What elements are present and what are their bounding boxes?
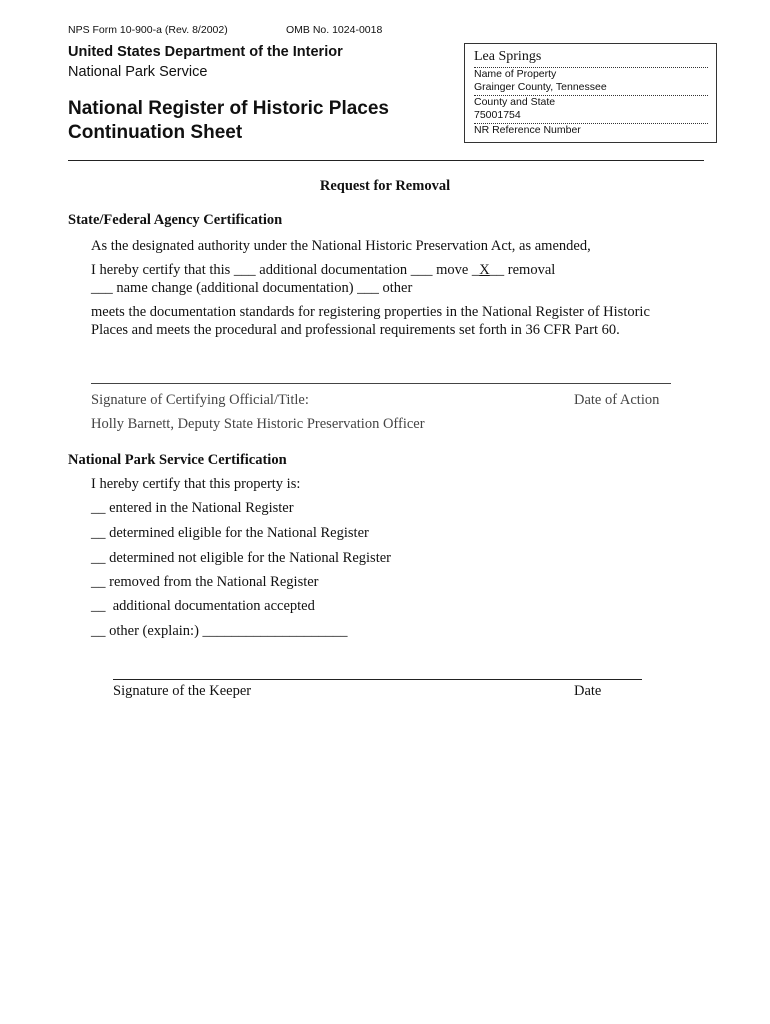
nps-certify-intro: I hereby certify that this property is: (91, 476, 301, 492)
certify-options-line2: ___ name change (additional documentation) ___ other (91, 280, 413, 296)
keeper-signature-label: Signature of the Keeper (113, 683, 252, 699)
property-name-label: Name of Property (474, 68, 557, 80)
header-divider (68, 160, 704, 161)
option-not-eligible (91, 550, 391, 567)
option-label: determined eligible for the National Register (109, 525, 369, 541)
option-label: determined not eligible for the National Register (109, 550, 391, 566)
official-name: Holly Barnett, Deputy State Historic Preservation Officer (91, 416, 425, 432)
option-blank: __ (91, 598, 106, 614)
property-name: Lea Springs (474, 49, 708, 68)
omb-number: OMB No. 1024-0018 (286, 24, 383, 36)
option-blank: __ (91, 525, 106, 541)
option-eligible (91, 525, 369, 542)
official-signature-label: Signature of Certifying Official/Title: (91, 392, 309, 408)
department-name: United States Department of the Interior (68, 44, 343, 60)
keeper-signature-line (113, 679, 642, 680)
page-subtitle: Continuation Sheet (68, 122, 243, 143)
removal-mark: X (479, 262, 490, 278)
page-title: National Register of Historic Places (68, 98, 389, 119)
standards-line2: Places and meets the procedural and professional requirements set forth in 36 CFR Part 60. (91, 322, 620, 338)
option-blank: __ (91, 500, 106, 516)
request-title: Request for Removal (319, 178, 451, 194)
agency-name: National Park Service (68, 64, 208, 80)
authority-statement: As the designated authority under the National Historic Preservation Act, as amended, (91, 238, 591, 254)
reference-number-label: NR Reference Number (474, 124, 581, 136)
option-label: other (explain:) ____________________ (109, 623, 348, 639)
option-additional-docs (91, 598, 315, 615)
official-signature-line (91, 383, 671, 384)
nps-certification-heading: National Park Service Certification (68, 452, 287, 468)
standards-line1: meets the documentation standards for registering properties in the National Register of Historic (91, 304, 650, 320)
option-label: removed from the National Register (109, 574, 319, 590)
keeper-date-label: Date (574, 683, 602, 699)
county-state-label: County and State (474, 96, 556, 108)
county-state-value: Grainger County, Tennessee (474, 81, 708, 96)
date-of-action-label: Date of Action (574, 392, 660, 408)
option-label: entered in the National Register (109, 500, 294, 516)
option-blank: __ (91, 574, 106, 590)
state-certification-heading: State/Federal Agency Certification (68, 212, 283, 228)
property-info-box (464, 43, 717, 143)
reference-number-value: 75001754 (474, 109, 708, 124)
option-removed (91, 574, 319, 591)
form-number: NPS Form 10-900-a (Rev. 8/2002) (68, 24, 228, 36)
certify-options-line1 (91, 262, 555, 279)
option-label: additional documentation accepted (112, 598, 315, 614)
certify-text-pre: I hereby certify that this ___ additional documentation ___ move _ (91, 262, 480, 278)
certify-text-post: __ removal (489, 262, 556, 278)
option-blank: __ (91, 550, 106, 566)
option-entered (91, 500, 294, 517)
option-other (91, 623, 348, 640)
option-blank: __ (91, 623, 106, 639)
